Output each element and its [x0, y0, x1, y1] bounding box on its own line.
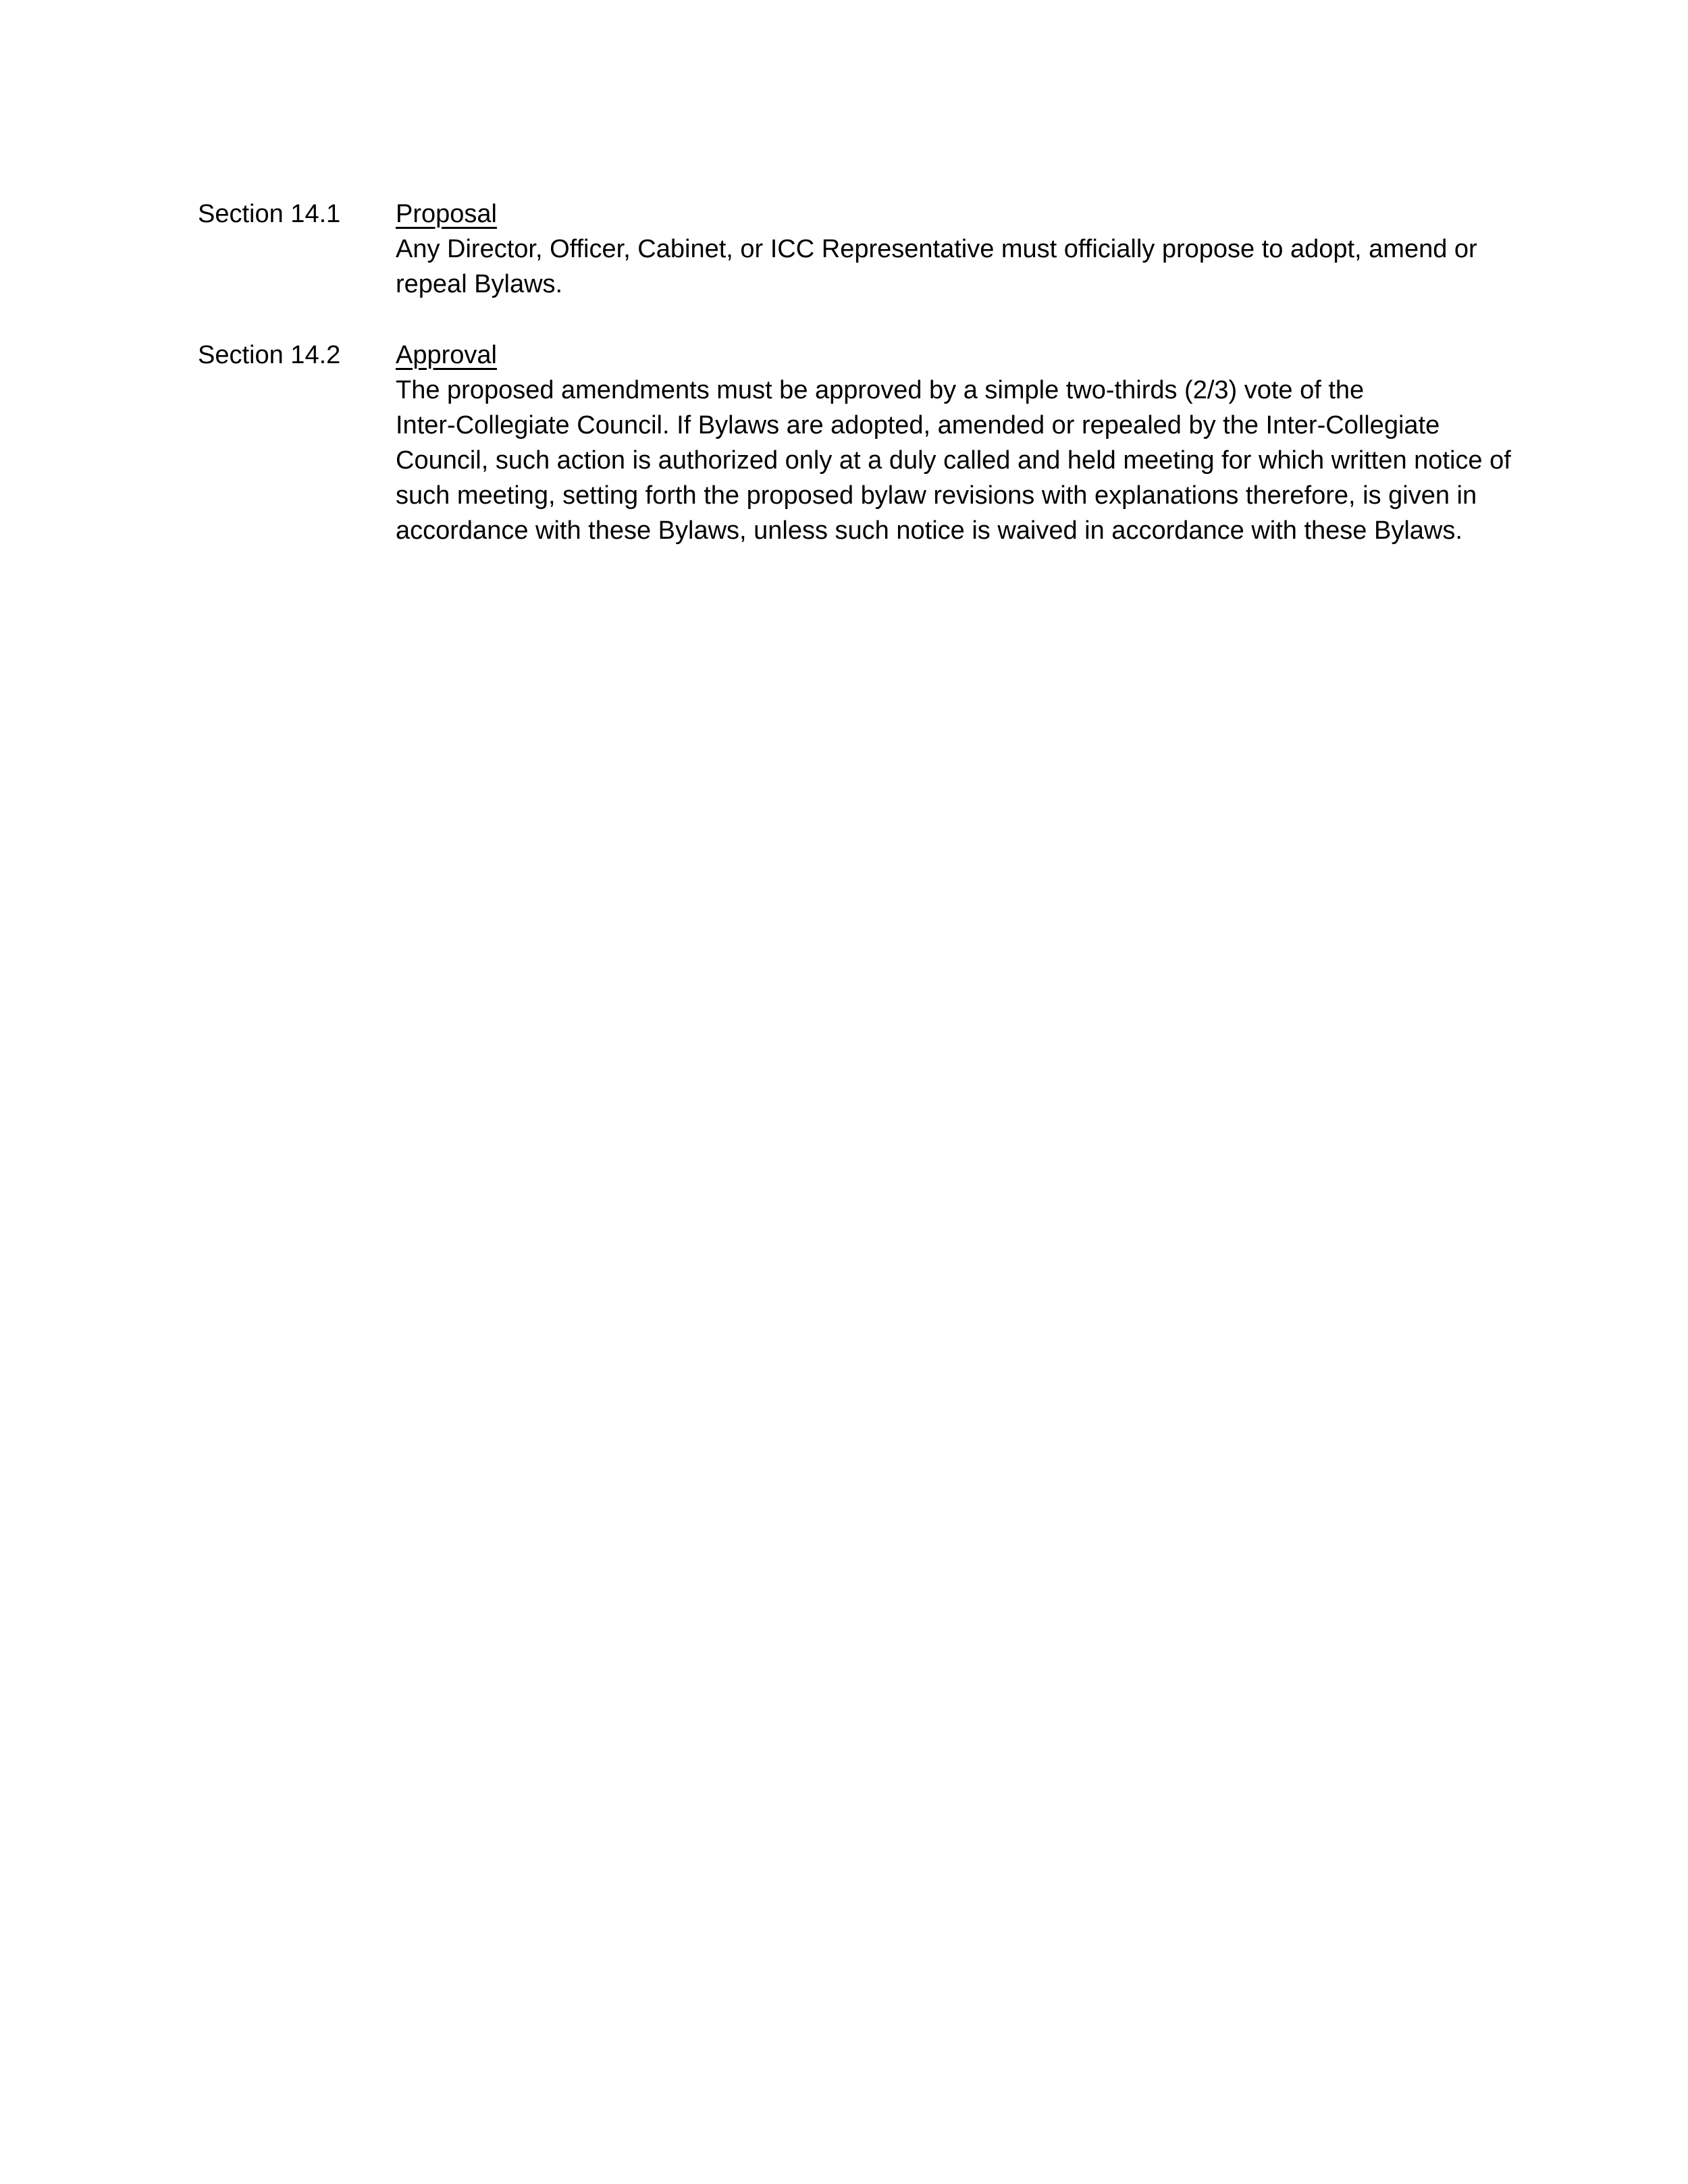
body-line: accordance with these Bylaws, unless such notice is waived in accordance with these Bylaws. [396, 516, 1462, 545]
section-body [396, 373, 1511, 548]
body-line: Inter-Collegiate Council. If Bylaws are adopted, amended or repealed by the Inter-Collegiate [396, 411, 1440, 440]
section-content [396, 338, 1511, 548]
body-line: such meeting, setting forth the proposed bylaw revisions with explanations therefore, is given in [396, 481, 1477, 510]
section-14-1 [198, 196, 1494, 302]
section-heading: Approval [396, 341, 497, 369]
section-number: Section 14.1 [198, 200, 341, 228]
body-line: Council, such action is authorized only at a duly called and held meeting for which written notice of [396, 446, 1511, 475]
body-line: The proposed amendments must be approved by a simple two-thirds (2/3) vote of the [396, 376, 1365, 404]
section-number: Section 14.2 [198, 341, 341, 369]
body-line: Any Director, Officer, Cabinet, or ICC Representative must officially propose to adopt, amend or [396, 235, 1477, 263]
section-body [396, 232, 1494, 302]
section-heading: Proposal [396, 200, 497, 228]
section-content [396, 196, 1494, 302]
section-14-2 [198, 338, 1511, 548]
body-line: repeal Bylaws. [396, 270, 563, 298]
